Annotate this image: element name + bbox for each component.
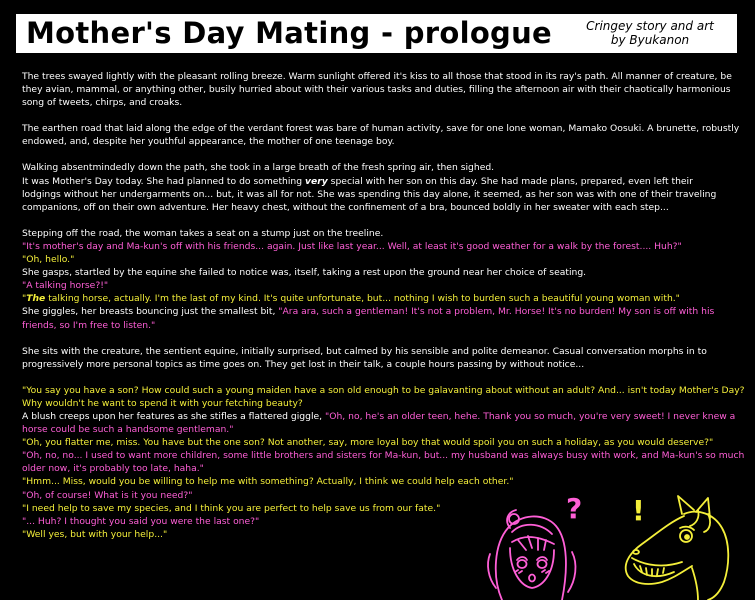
narration-line: She giggles, her breasts bouncing just the smallest bit, "Ara ara, such a gentleman! It's not a problem, Mr. Horse! It's no burden! My son is off with his <box>22 306 715 318</box>
story-text <box>22 70 745 541</box>
page-title: Mother's Day Mating - prologue <box>26 16 553 50</box>
horse-dialogue: Why wouldn't he want to spend it with your fetching beauty? <box>22 397 303 409</box>
narration-line: A blush creeps upon her features as she stifles a flattered giggle, "Oh, no, he's an older teen, hehe. Thank you so much, you're very sweet! I never knew a <box>22 410 736 422</box>
narration-line: The earthen road that laid along the edge of the verdant forest was bare of human activity, save for one lone woman, Mamako Oosuki. A brunette, robustly <box>22 123 740 135</box>
narration-line: Stepping off the road, the woman takes a seat on a stump just on the treeline. <box>22 227 384 239</box>
mamako-dialogue: "Oh, no, no... I used to want more children, some little brothers and sisters for Ma-kun, but... my husband was always busy with work, and Ma-kun's so much <box>22 450 745 462</box>
mamako-dialogue: "It's mother's day and Ma-kun's off with his friends... again. Just like last year... Well, at least it's good weather for a walk by the forest.... Huh?" <box>22 240 682 252</box>
narration-line: The trees swayed lightly with the pleasant rolling breeze. Warm sunlight offered it's kiss to all those that stood in its ray's path. All manner of creature, be <box>22 71 732 82</box>
horse-dialogue: "Hmm... Miss, would you be willing to help me with something? Actually, I think we could help each other." <box>22 476 514 488</box>
mamako-dialogue: "Ara ara, such a gentleman! It's not a problem, Mr. Horse! It's no burden! My son is off with his <box>278 306 715 318</box>
emphasis-very: very <box>305 175 328 187</box>
horse-dialogue: "I need help to save my species, and I think you are perfect to help save us from our fate." <box>22 502 441 514</box>
narration-line: song of tweets, chirps, and croaks. <box>22 97 183 109</box>
mamako-dialogue: "Oh, of course! What is it you need?" <box>22 489 193 501</box>
horse-dialogue: "Oh, you flatter me, miss. You have but the one son? Not another, say, more loyal boy that would spoil you on such a holiday, as you would deserve?" <box>22 437 714 449</box>
mamako-dialogue: "A talking horse?!" <box>22 280 109 292</box>
narration-line: It was Mother's Day today. She had planned to do something very special with her son on this day. She had made plans, prepared, even left their <box>22 175 693 187</box>
credit-line-2: by Byukanon <box>610 33 690 47</box>
narration-line: they avian, mammal, or anything other, busily hurried about with their various tasks and duties, filling the afternoon air with their chaotically harmonious <box>22 84 731 96</box>
horse-dialogue: "You say you have a son? How could such a young maiden have a son old enough to be galavanting about without an adult? And... isn't today Mother's Day? <box>22 384 745 396</box>
author-credit <box>575 19 725 47</box>
title-banner <box>14 12 739 55</box>
credit-line-1: Cringey story and art <box>586 19 714 33</box>
woman-illustration <box>482 492 594 600</box>
horse-illustration <box>612 492 742 600</box>
narration-line: Walking absentmindedly down the path, she took in a large breath of the fresh spring air, then sighed. <box>22 162 495 174</box>
mamako-dialogue: "Oh, no, he's an older teen, hehe. Thank you so much, you're very sweet! I never knew a <box>325 410 736 422</box>
horse-dialogue: "Well yes, but with your help..." <box>22 528 168 540</box>
exclamation-mark: ! <box>632 494 645 527</box>
mamako-dialogue: "... Huh? I thought you said you were the last one?" <box>22 515 260 527</box>
narration-line: lodgings without her undergarments on... but, it was all for not. She was spending this day alone, it seemed, as her son was with one of their traveling <box>22 188 717 200</box>
narration-line: progressively more personal topics as time goes on. They get lost in their talk, a couple hours passing by without notice... <box>22 358 585 370</box>
horse-dialogue: "The talking horse, actually. I'm the last of my kind. It's quite unfortunate, but... nothing I wish to burden such a beautiful young woman with." <box>22 293 680 305</box>
mamako-dialogue: friends, so I'm free to listen." <box>22 319 156 331</box>
mamako-dialogue: older now, it's probably too late, haha." <box>22 463 204 475</box>
narration-line: endowed, and, despite her youthful appearance, the mother of one teenage boy. <box>22 136 395 148</box>
emphasis-the: The <box>26 293 46 305</box>
narration-line: She sits with the creature, the sentient equine, initially surprised, but calmed by his sensible and polite demeanor. Casual conversation morphs in to <box>22 345 707 357</box>
narration-line: companions, off on their own adventure. Her heavy chest, without the confinement of a bra, bounced boldly in her sweater with each step... <box>22 201 669 213</box>
horse-dialogue: "Oh, hello." <box>22 254 75 266</box>
question-mark: ? <box>566 492 583 525</box>
mamako-dialogue: horse could be such a handsome gentleman." <box>22 424 234 436</box>
narration-line: She gasps, startled by the equine she failed to notice was, itself, taking a rest upon the ground near her choice of seating. <box>22 267 587 279</box>
